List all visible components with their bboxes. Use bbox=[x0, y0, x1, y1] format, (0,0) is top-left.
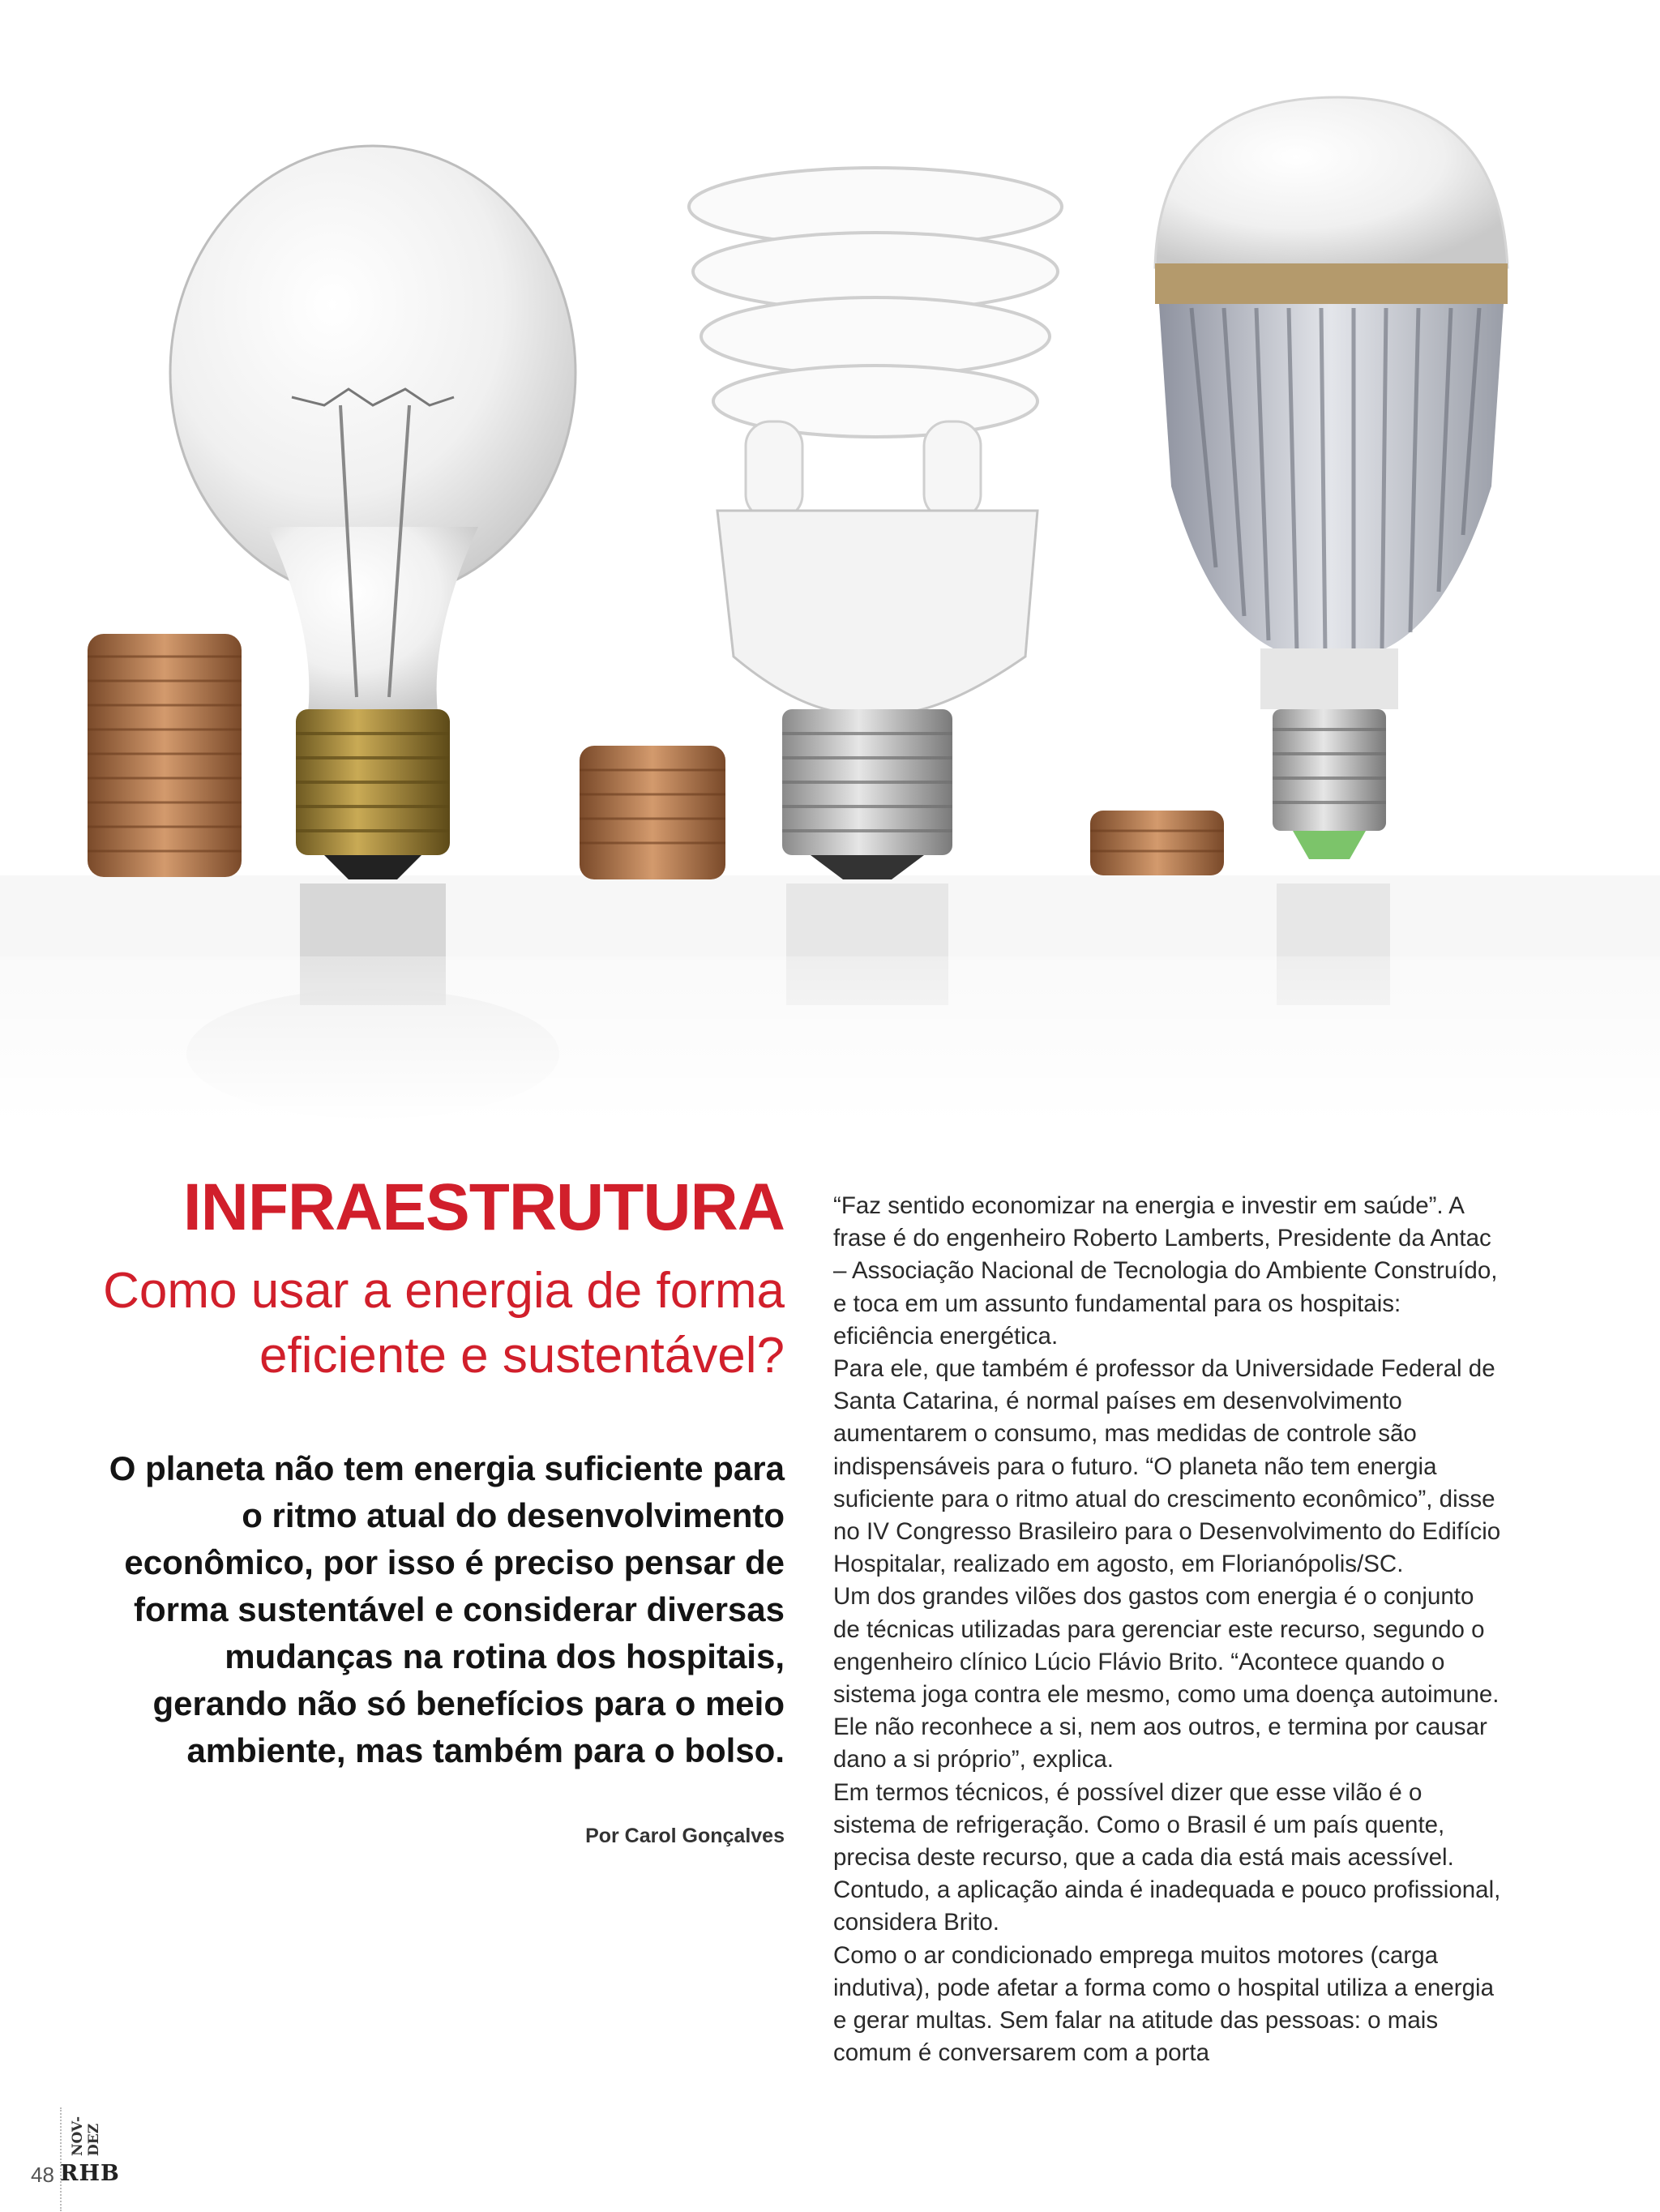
article-header bbox=[81, 1171, 785, 1848]
body-paragraph: Para ele, que também é professor da Universidade Federal de Santa Catarina, é normal países em desenvolvimento aumentarem o consumo, mas medidas de controle são indispensáveis para o futuro. “O planeta não tem energia suficiente para o ritmo atual do crescimento econômico”, disse no IV Congresso Brasileiro para o Desenvolvimento do Edifício Hospitalar, realizado em agosto, em Florianópolis/SC. bbox=[833, 1355, 1501, 1578]
body-paragraph: Um dos grandes vilões dos gastos com energia é o conjunto de técnicas utilizadas para gerenciar este recurso, segundo o engenheiro clínico Lúcio Flávio Brito. “Acontece quando o sistema joga contra ele mesmo, como uma doença autoimune. Ele não reconhece a si, nem aos outros, e termina por causar dano a si próprio”, explica. bbox=[833, 1583, 1500, 1773]
article-body bbox=[833, 1190, 1506, 2069]
coin-stack-icon bbox=[580, 746, 725, 879]
footer-divider bbox=[60, 2107, 62, 2211]
page-number: 48 bbox=[31, 2163, 54, 2187]
magazine-logo: RHB bbox=[60, 2161, 120, 2186]
coin-stack-icon bbox=[1090, 811, 1224, 875]
coin-stack-icon bbox=[88, 634, 242, 877]
byline: Por Carol Gonçalves bbox=[585, 1825, 785, 1847]
page-footer bbox=[24, 2107, 186, 2197]
headline: Como usar a energia de forma eficiente e sustentável? bbox=[103, 1263, 785, 1384]
body-paragraph: Em termos técnicos, é possível dizer que esse vilão é o sistema de refrigeração. Como o Brasil é um país quente, precisa deste recurso, que a cada dia está mais acessível. Contudo, a aplicação ainda é inadequada e pouco profissional, considera Brito. bbox=[833, 1778, 1501, 1936]
section-title: INFRAESTRUTURA bbox=[182, 1170, 785, 1244]
issue-date: NOV-DEZ bbox=[70, 2116, 102, 2156]
body-paragraph: Como o ar condicionado emprega muitos motores (carga indutiva), pode afetar a forma como o hospital utiliza a energia e gerar multas. Sem falar na atitude das pessoas: o mais comum é conversarem com a porta bbox=[833, 1941, 1494, 2067]
lede: O planeta não tem energia suficiente para o ritmo atual do desenvolvimento econômico, por isso é preciso pensar de forma sustentável e considerar diversas mudanças na rotina dos hospitais, gerando não só benefícios para o meio ambiente, mas também para o bolso. bbox=[109, 1449, 785, 1769]
body-paragraph: “Faz sentido economizar na energia e investir em saúde”. A frase é do engenheiro Roberto Lamberts, Presidente da Antac – Associação Nacional de Tecnologia do Ambiente Construído, e toca em um assunto fundamental para os hospitais: eficiência energética. bbox=[833, 1192, 1498, 1350]
